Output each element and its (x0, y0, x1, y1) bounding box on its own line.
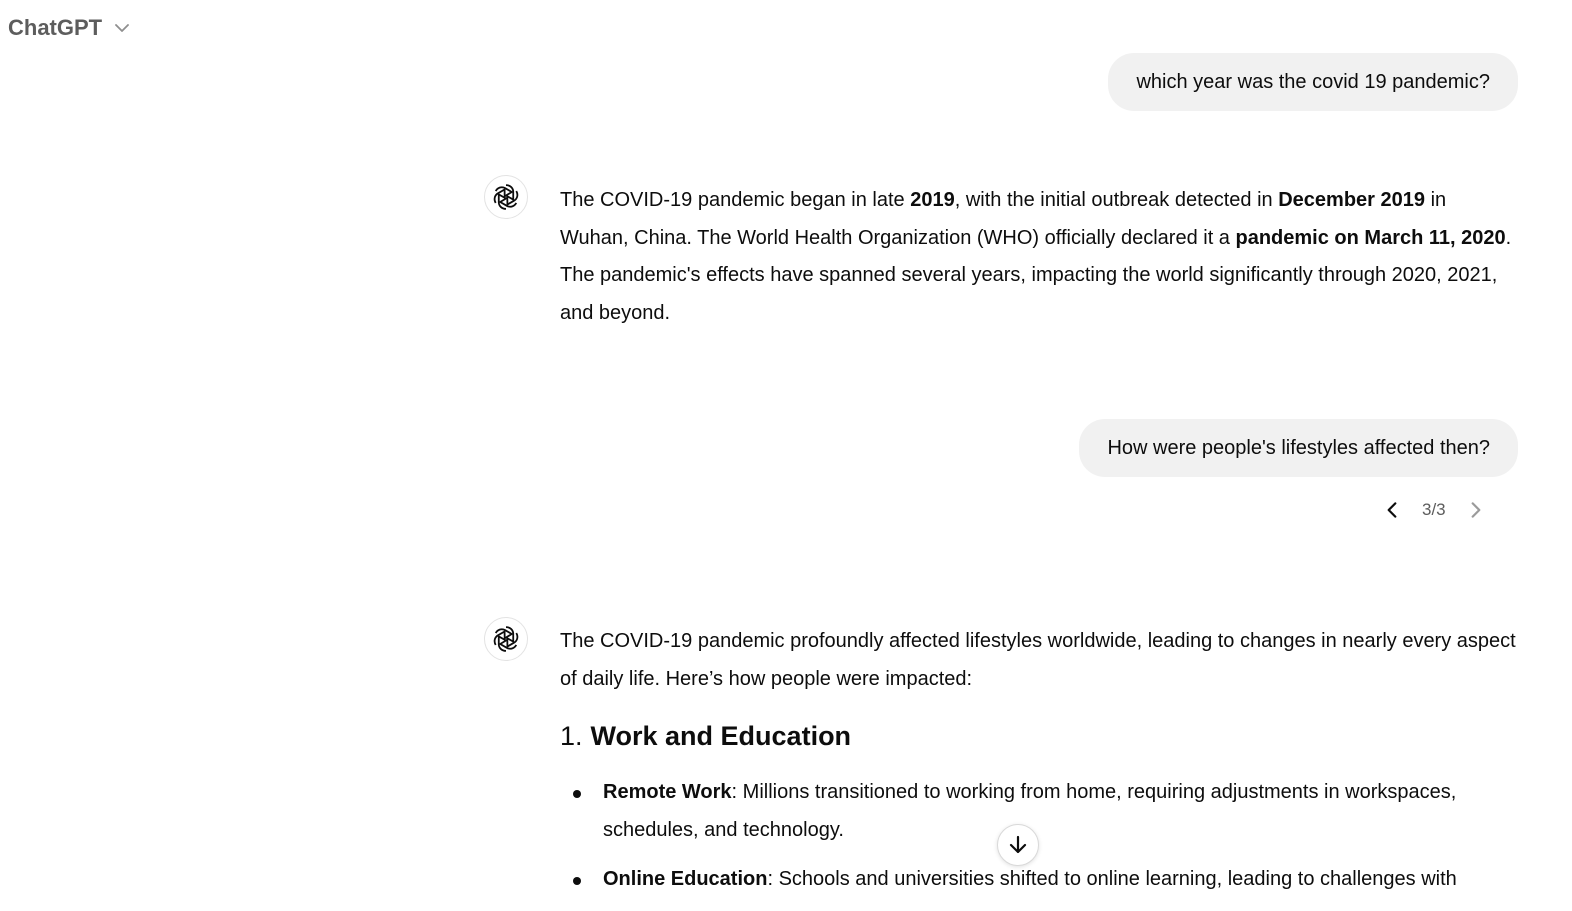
response-pager (1374, 491, 1494, 529)
assistant-message (560, 623, 1520, 698)
section-heading-number: 1. (560, 721, 583, 751)
assistant-avatar (484, 617, 528, 661)
assistant-text: , with the initial outbreak detected in (954, 189, 1279, 211)
chevron-right-icon (1465, 499, 1487, 521)
model-selector[interactable] (8, 10, 132, 46)
chevron-left-icon (1381, 499, 1403, 521)
list-item (560, 861, 1520, 899)
user-message-text: which year was the covid 19 pandemic? (1136, 70, 1490, 93)
openai-logo-icon (489, 622, 523, 656)
previous-response-button[interactable] (1374, 491, 1410, 529)
assistant-bold-text: pandemic on March 11, 2020 (1235, 226, 1506, 249)
assistant-text: . The pandemic's effects have spanned several years, impacting the world significantly through 2020, 2021, and beyond. (560, 226, 1512, 325)
list-item-label: Remote Work (603, 781, 732, 803)
list-item-text: : Millions transitioned to working from home, requiring adjustments in workspaces, schedules, and technology. (603, 781, 1457, 841)
chevron-down-icon (112, 18, 132, 38)
list-item (560, 774, 1520, 849)
user-message-text: How were people's lifestyles affected then? (1107, 436, 1490, 459)
next-response-button[interactable] (1458, 491, 1494, 529)
list-item-text: : Schools and universities shifted to online learning, leading to challenges with (767, 868, 1457, 891)
list-item-label: Online Education (603, 868, 768, 891)
model-selector-title: ChatGPT (8, 15, 103, 40)
assistant-bold-text: 2019 (910, 189, 955, 211)
assistant-intro-text: The COVID-19 pandemic profoundly affected lifestyles worldwide, leading to changes in nearly every aspect of daily life. Here’s how people were impacted: (560, 630, 1516, 690)
scroll-to-bottom-button[interactable] (997, 824, 1039, 866)
user-message (1079, 419, 1518, 477)
section-heading-title: Work and Education (590, 721, 852, 751)
assistant-text: in Wuhan, China. The World Health Organization (WHO) officially declared it a (560, 189, 1447, 249)
assistant-text: The COVID-19 pandemic began in late (560, 189, 911, 211)
openai-logo-icon (489, 180, 523, 214)
assistant-avatar (484, 175, 528, 219)
assistant-message (560, 182, 1520, 333)
section-heading (560, 721, 851, 752)
user-message (1108, 53, 1518, 111)
assistant-bold-text: December 2019 (1278, 189, 1426, 211)
arrow-down-icon (1006, 833, 1030, 857)
response-page-indicator: 3/3 (1422, 500, 1446, 519)
bullet-list (560, 774, 1520, 911)
